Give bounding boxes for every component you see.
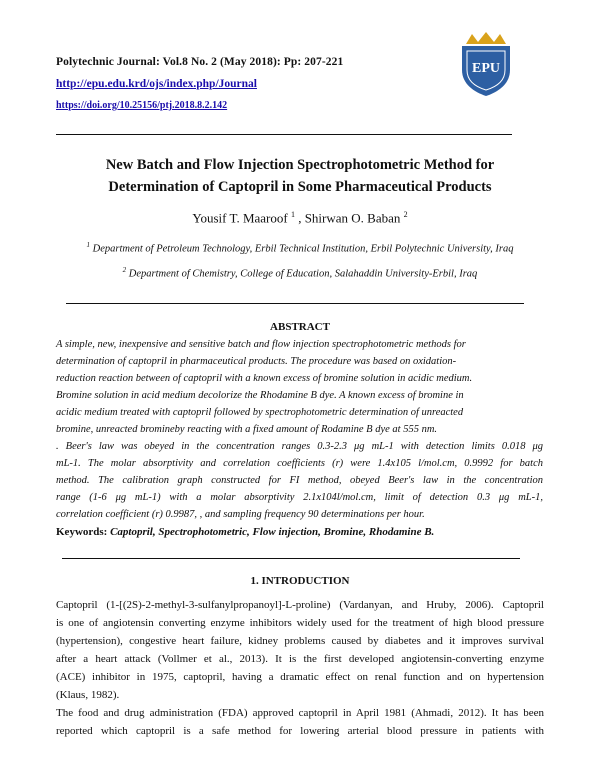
affiliation-mark: 1: [86, 241, 91, 249]
affiliation-text: Department of Petroleum Technology, Erbil Technical Institution, Erbil Polytechnic University, Iraq: [92, 243, 514, 255]
keywords-text: Captopril, Spectrophotometric, Flow injection, Bromine, Rhodamine B.: [110, 526, 435, 538]
abstract-line: determination of captopril in pharmaceutical products. The procedure was based on oxidation-: [56, 356, 457, 367]
abstract-line: bromine, unreacted bromineby reacting with a fixed amount of Rodamine B dye at 555 nm.: [56, 424, 438, 435]
author-affiliation-mark: 2: [403, 210, 408, 219]
body-line: is one of angiotensin converting enzyme inhibitors widely used for the treatment of high blood pressure: [56, 617, 544, 629]
body-line: reported which captopril is a safe method for lowering arterial blood pressure in patients with: [56, 725, 544, 737]
keywords-label: Keywords:: [56, 526, 108, 538]
affiliation-mark: 2: [122, 266, 127, 274]
body-line: (Klaus, 1982).: [56, 689, 120, 701]
author-affiliation-mark: 1: [290, 210, 295, 219]
logo-crown: [466, 32, 506, 44]
journal-citation: Polytechnic Journal: Vol.8 No. 2 (May 2018): Pp: 207-221: [56, 56, 344, 68]
header-divider: [56, 134, 512, 135]
abstract-line: range (1-6 μg mL-1) with a molar absorptivity 2.1x104l/mol.cm, limit of detection 0.3 μg mL-1,: [56, 492, 543, 503]
abstract-line: Bromine solution in acid medium decolorize the Rhodamine B dye. A known excess of bromine in: [56, 390, 464, 401]
keywords-divider: [62, 558, 520, 559]
abstract-line: mL-1. The molar absorptivity and correlation coefficients (r) were 1.4x105 l/mol.cm, 0.9992 for batch: [56, 458, 543, 469]
epu-logo: [458, 30, 514, 96]
doi-link[interactable]: https://doi.org/10.25156/ptj.2018.8.2.142: [56, 100, 228, 111]
abstract-line: . Beer's law was obeyed in the concentration ranges 0.3-2.3 μg mL-1 with detection limits 0.018 μg: [56, 441, 543, 452]
journal-url-link[interactable]: http://epu.edu.krd/ojs/index.php/Journal: [56, 78, 257, 90]
author-name: Shirwan O. Baban: [304, 210, 401, 226]
body-line: after a heart attack (Vollmer et al., 2013). It is the first developed angiotensin-converting enzyme: [56, 653, 544, 665]
keywords: [56, 526, 434, 538]
body-line: The food and drug administration (FDA) approved captopril in April 1981 (Ahmadi, 2012). It has been: [56, 707, 544, 719]
logo-text: EPU: [472, 61, 500, 76]
body-line: (hypertension), congestive heart failure, kidney problems caused by diabetes and it improves survival: [56, 635, 544, 647]
affiliation: [20, 241, 580, 255]
section-heading-introduction: 1. INTRODUCTION: [250, 575, 350, 587]
abstract-line: acidic medium treated with captopril followed by spectrophotometric determination of unreacted: [56, 407, 464, 418]
affiliation-divider: [66, 303, 524, 304]
body-line: (ACE) inhibitor in 1975, captopril, having a dramatic effect on renal function and on hypertension: [56, 671, 544, 683]
body-line: Captopril (1-[(2S)-2-methyl-3-sulfanylpropanoyl]-L-proline) (Vardanyan, and Hruby, 2006). Captopril: [56, 599, 544, 611]
abstract-line: method. The calibration graph constructed for FI method, obeyed Beer's law in the concentration: [56, 475, 543, 486]
paper-title-line-2: Determination of Captopril in Some Pharmaceutical Products: [108, 179, 492, 195]
affiliation-text: Department of Chemistry, College of Education, Salahaddin University-Erbil, Iraq: [128, 268, 478, 280]
author-separator: ,: [294, 210, 305, 226]
abstract-line: A simple, new, inexpensive and sensitive batch and flow injection spectrophotometric methods for: [56, 339, 466, 350]
paper-title-line-1: New Batch and Flow Injection Spectrophotometric Method for: [105, 157, 495, 173]
abstract-heading: ABSTRACT: [270, 321, 330, 333]
author-name: Yousif T. Maaroof: [192, 210, 288, 226]
affiliation: [20, 266, 580, 280]
abstract-line: reduction reaction between of captopril with a known excess of bromine solution in acidic medium.: [56, 373, 473, 384]
abstract-line: correlation coefficient (r) 0.9987, , and sampling frequency 90 determinations per hour.: [56, 509, 425, 520]
author-list: [40, 210, 560, 226]
